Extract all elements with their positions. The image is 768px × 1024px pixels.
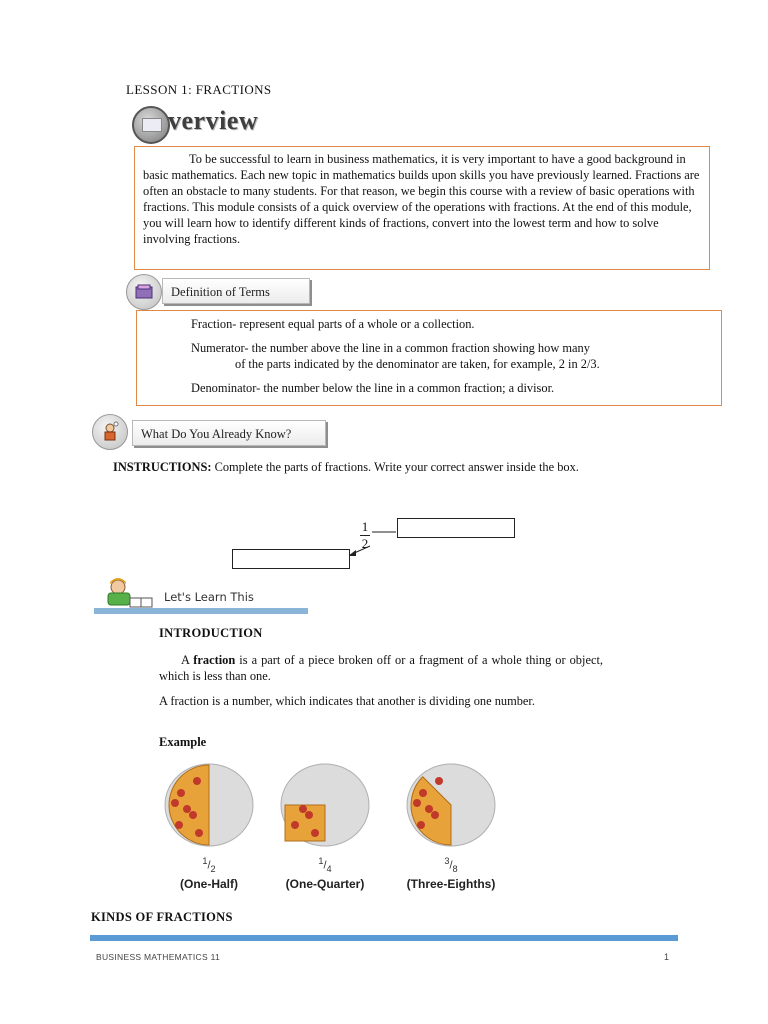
- fraction-denominator: 2: [361, 536, 369, 551]
- denominator-answer-box[interactable]: [232, 549, 350, 569]
- fraction-numerator: 1: [361, 519, 369, 534]
- pizza-2: [279, 762, 371, 848]
- pizza-fraction-1: $^1/_2$: [202, 856, 216, 874]
- intro-paragraph-2: A fraction is a number, which indicates that another is dividing one number.: [159, 694, 535, 708]
- kinds-heading: KINDS OF FRACTIONS: [91, 910, 233, 924]
- pizza-name-1: (One-Half): [180, 877, 238, 891]
- pizza-name-3: (Three-Eighths): [406, 877, 496, 891]
- pizza-3: [405, 762, 497, 848]
- overview-box: [134, 146, 710, 270]
- numerator-answer-box[interactable]: [397, 518, 515, 538]
- definition-numerator-cont: of the parts indicated by the denominator are taken, for example, 2 in 2/3.: [235, 357, 600, 371]
- overview-heading: verview: [168, 106, 259, 135]
- instructions-text: Complete the parts of fractions. Write your correct answer inside the box.: [211, 460, 579, 474]
- pizza-fraction-3: $^3/_8$: [444, 856, 458, 874]
- definition-denominator: Denominator- the number below the line in a common fraction; a divisor.: [191, 381, 555, 395]
- overview-banner: [132, 106, 292, 142]
- definitions-box: [136, 310, 722, 406]
- answer-arrows: [346, 526, 398, 558]
- thinking-person-icon: [92, 414, 128, 450]
- learn-heading: Let's Learn This: [164, 590, 254, 604]
- pizza-name-2: (One-Quarter): [285, 877, 365, 891]
- learn-banner: [94, 578, 308, 618]
- definition-heading: Definition of Terms: [162, 278, 310, 304]
- pizza-fraction-2: $^1/_4$: [318, 856, 332, 874]
- instructions-label: INSTRUCTIONS:: [113, 460, 212, 474]
- pizza-1: [163, 762, 255, 848]
- intro-paragraph-1: A fraction is a part of a piece broken off or a fragment of a whole thing or object, which is less than one.: [159, 653, 603, 683]
- definition-fraction: Fraction- represent equal parts of a whole or a collection.: [191, 317, 475, 331]
- overview-icon: [132, 106, 170, 144]
- page-number: 1: [664, 952, 670, 962]
- lesson-title: LESSON 1: FRACTIONS: [126, 82, 272, 97]
- book-icon: [126, 274, 162, 310]
- instructions: [113, 459, 661, 475]
- what-do-you-know-heading: What Do You Already Know?: [132, 420, 326, 446]
- definition-numerator: Numerator- the number above the line in a common fraction showing how many: [191, 341, 590, 355]
- footer-bar: [90, 935, 678, 941]
- overview-text: To be successful to learn in business mathematics, it is very important to have a good background in basic mathematics. Each new topic in mathematics builds upon skills you have previously learned. Fractions are often an obstacle to many students. For that reason, we begin this course with a review of basic operations with fractions. This module consists of a quick overview of the operations with fractions. At the end of this module, you will learn how to identify different kinds of fractions, convert into the lowest term and how to solve involving fractions.: [143, 152, 700, 247]
- introduction-heading: INTRODUCTION: [159, 626, 263, 640]
- example-heading: Example: [159, 735, 207, 749]
- footer-title: BUSINESS MATHEMATICS 11: [96, 952, 221, 962]
- learn-bar: [94, 608, 308, 614]
